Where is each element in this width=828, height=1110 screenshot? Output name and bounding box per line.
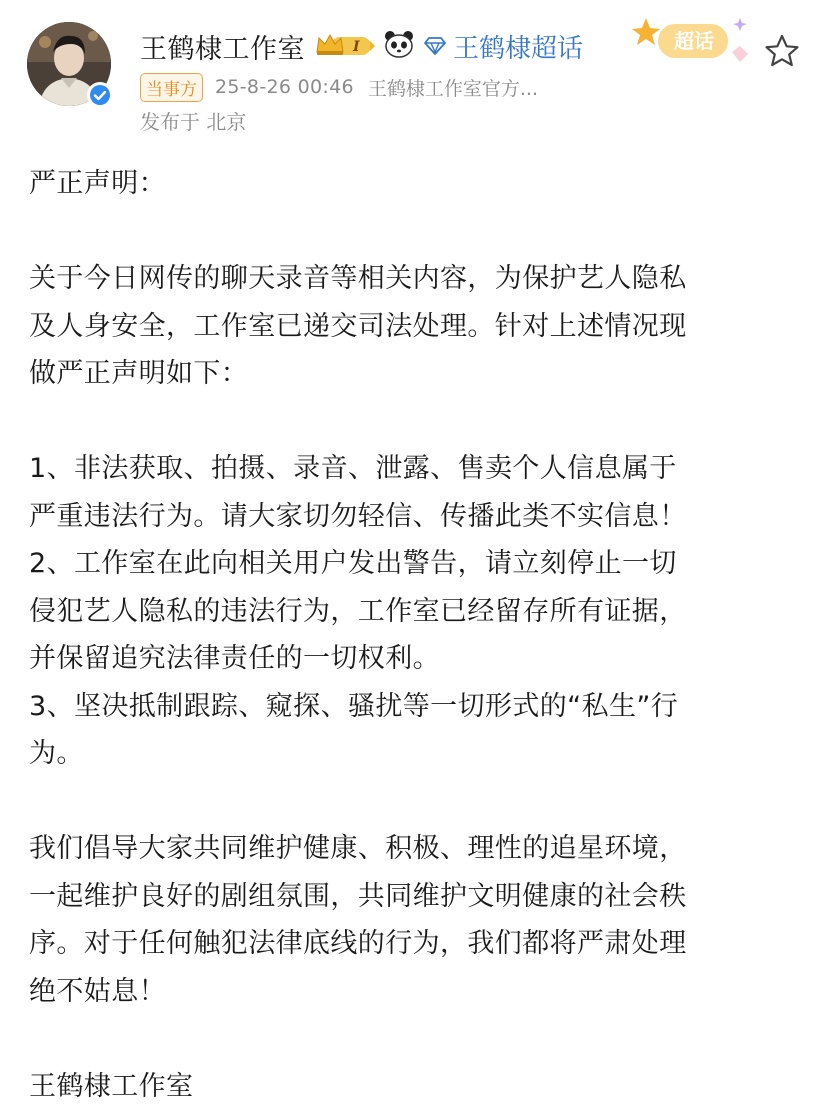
diamond-icon — [423, 36, 447, 56]
chaohua-badge-text: 超话 — [674, 29, 714, 53]
panda-icon[interactable] — [383, 29, 415, 63]
post-source[interactable]: 王鹤棣工作室官方... — [368, 74, 538, 101]
content-line: 我们倡导大家共同维护健康、积极、理性的追星环境， — [29, 825, 804, 873]
content-signature: 王鹤棣工作室 — [29, 1063, 804, 1110]
content-blank-line — [29, 208, 804, 256]
super-topic-label: 王鹤棣超话 — [453, 28, 583, 65]
post-header — [0, 0, 828, 150]
post-time: 25-8-26 00:46 — [215, 76, 354, 98]
vip-badge[interactable] — [315, 32, 377, 60]
party-tag: 当事方 — [140, 73, 203, 102]
content-line: 为。 — [29, 730, 804, 778]
author-row — [140, 26, 583, 66]
meta-row — [140, 72, 538, 102]
star-icon — [764, 34, 800, 68]
content-line: 绝不姑息！ — [29, 968, 804, 1016]
content-line: 一起维护良好的剧组氛围，共同维护文明健康的社会秩 — [29, 873, 804, 921]
content-line: 1、非法获取、拍摄、录音、泄露、售卖个人信息属于 — [29, 445, 804, 493]
content-line: 及人身安全，工作室已递交司法处理。针对上述情况现 — [29, 303, 804, 351]
favorite-star-button[interactable] — [764, 34, 800, 72]
content-line: 3、坚决抵制跟踪、窥探、骚扰等一切形式的“私生”行 — [29, 683, 804, 731]
content-line: 严正声明： — [29, 160, 804, 208]
content-line: 2、工作室在此向相关用户发出警告，请立刻停止一切 — [29, 540, 804, 588]
author-name[interactable]: 王鹤棣工作室 — [140, 27, 305, 66]
content-blank-line — [29, 398, 804, 446]
content-blank-line — [29, 778, 804, 826]
verified-icon — [87, 82, 113, 108]
content-line: 严重违法行为。请大家切勿轻信、传播此类不实信息！ — [29, 493, 804, 541]
content-blank-line — [29, 1015, 804, 1063]
content-line: 关于今日网传的聊天录音等相关内容，为保护艺人隐私 — [29, 255, 804, 303]
content-line: 并保留追究法律责任的一切权利。 — [29, 635, 804, 683]
content-line: 序。对于任何触犯法律底线的行为，我们都将严肃处理 — [29, 920, 804, 968]
super-topic-link[interactable] — [423, 28, 583, 65]
post-location: 发布于 北京 — [140, 106, 246, 135]
crown-icon — [315, 32, 377, 60]
post-content — [29, 160, 804, 1110]
chaohua-badge[interactable] — [632, 12, 752, 76]
vip-level-text: I — [352, 39, 360, 55]
content-line: 做严正声明如下： — [29, 350, 804, 398]
content-line: 侵犯艺人隐私的违法行为，工作室已经留存所有证据， — [29, 588, 804, 636]
